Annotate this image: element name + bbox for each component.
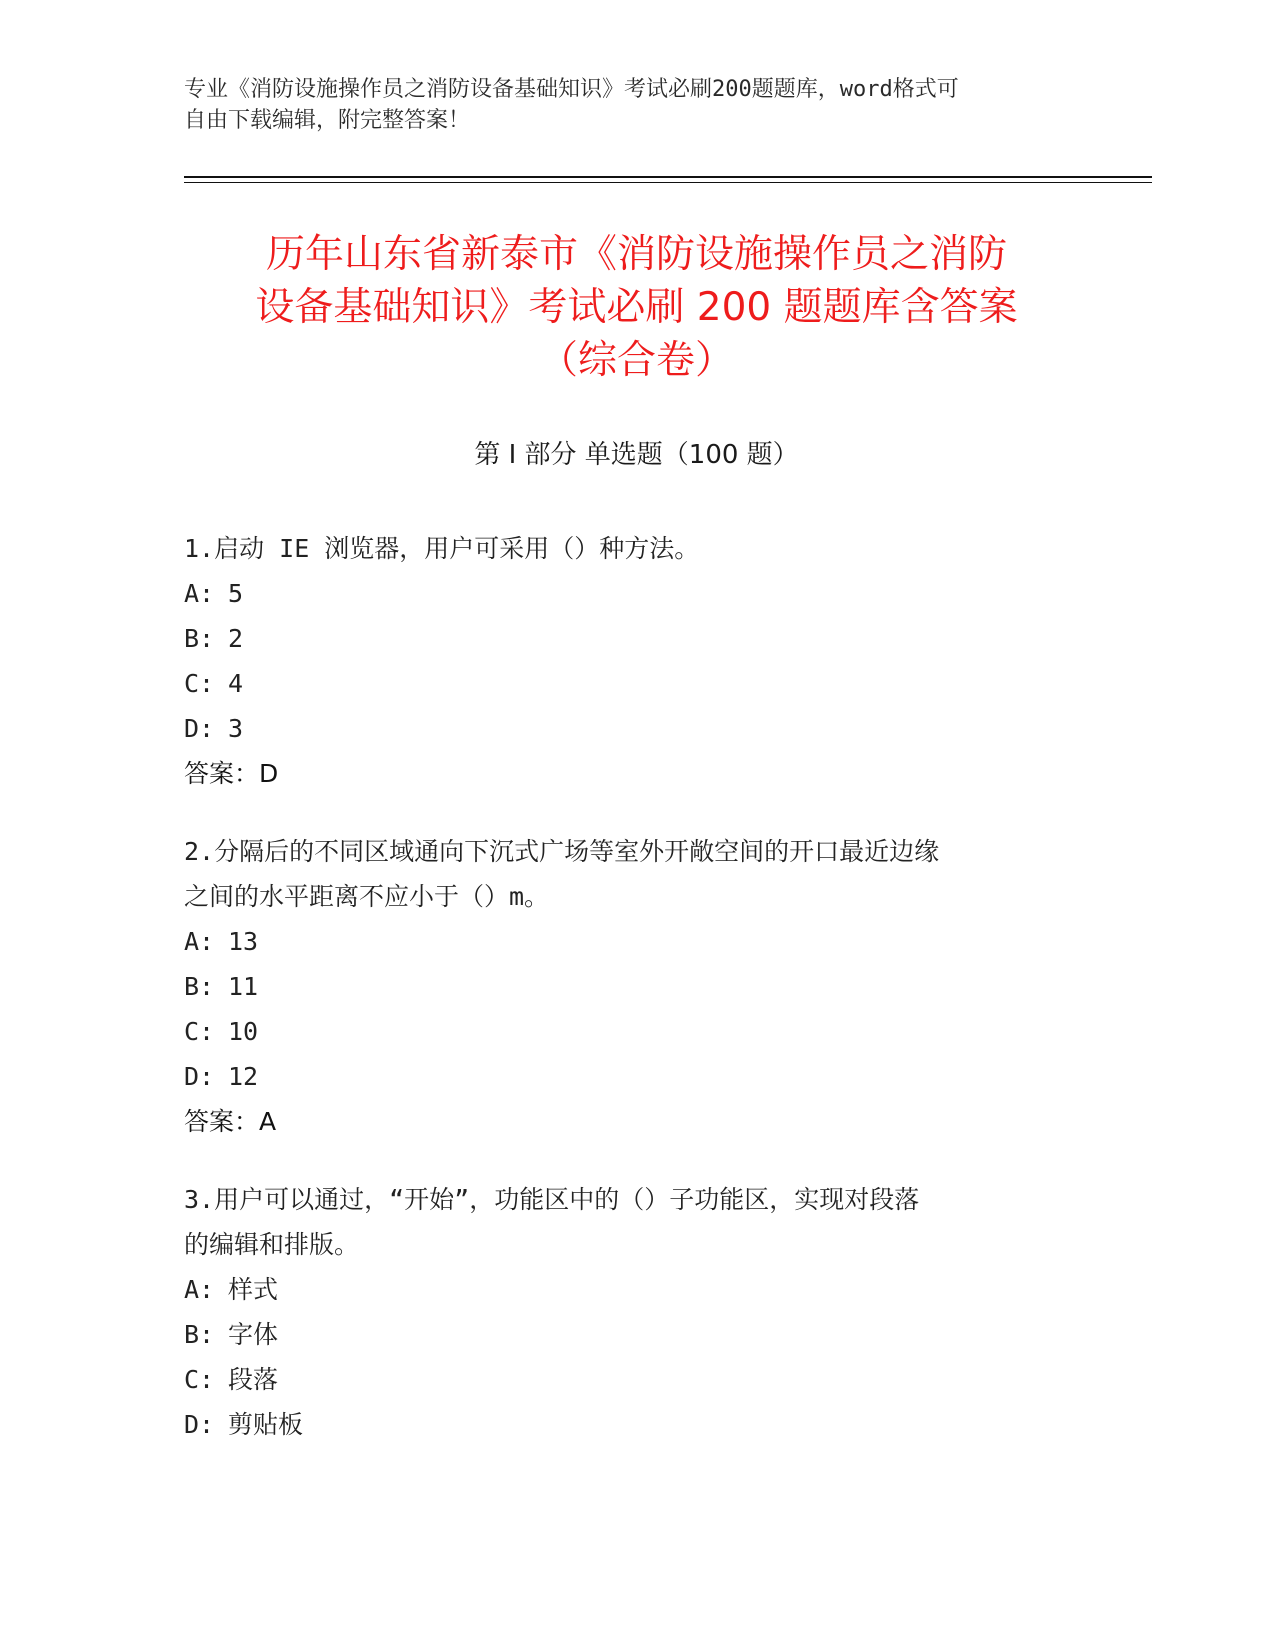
option-text: 字体	[228, 1320, 279, 1349]
option-letter: B:	[184, 972, 215, 1001]
answer-option	[184, 1357, 1064, 1402]
question-stem: 1.启动 IE 浏览器，用户可采用（）种方法。	[184, 534, 700, 563]
option-text: 11	[228, 972, 259, 1001]
option-letter: D:	[184, 1410, 215, 1439]
question-stem: 之间的水平距离不应小于（）m。	[184, 882, 550, 911]
answer-option	[184, 1402, 1064, 1447]
question-item	[184, 526, 1064, 796]
question-stem: 2.分隔后的不同区域通向下沉式广场等室外开敞空间的开口最近边缘	[184, 837, 940, 866]
header-note-line: 自由下载编辑，附完整答案！	[184, 108, 471, 133]
header-divider-thick	[184, 176, 1152, 178]
option-letter: C:	[184, 1365, 215, 1394]
answer-option	[184, 571, 1064, 616]
question-stem: 3.用户可以通过，“开始”，功能区中的（）子功能区，实现对段落	[184, 1185, 920, 1214]
option-text: 段落	[228, 1365, 279, 1394]
option-text: 13	[228, 927, 259, 956]
answer-option	[184, 964, 1064, 1009]
answer-option	[184, 1267, 1064, 1312]
answer-option	[184, 1312, 1064, 1357]
option-letter: B:	[184, 1320, 215, 1349]
header-note	[184, 74, 1064, 136]
option-letter: A:	[184, 927, 215, 956]
option-text: 10	[228, 1017, 259, 1046]
answer-option	[184, 1009, 1064, 1054]
document-title-line: 设备基础知识》考试必刷 200 题题库含答案	[255, 285, 1018, 330]
option-letter: C:	[184, 669, 215, 698]
answer-key: 答案：D	[184, 759, 279, 788]
question-list	[184, 526, 1064, 1480]
option-text: 2	[228, 624, 244, 653]
question-stem: 的编辑和排版。	[184, 1230, 360, 1259]
answer-option	[184, 661, 1064, 706]
option-letter: D:	[184, 1062, 215, 1091]
header-divider-thin	[184, 182, 1152, 183]
option-text: 5	[228, 579, 244, 608]
document-title-line: （综合卷）	[538, 338, 734, 383]
header-note-line: 专业《消防设施操作员之消防设备基础知识》考试必刷200题题库，word格式可	[184, 77, 959, 102]
option-text: 样式	[228, 1275, 279, 1304]
question-item	[184, 829, 1064, 1144]
question-item	[184, 1177, 1064, 1447]
option-text: 12	[228, 1062, 259, 1091]
option-text: 3	[228, 714, 244, 743]
section-heading: 第 I 部分 单选题（100 题）	[474, 440, 799, 470]
option-text: 4	[228, 669, 244, 698]
option-letter: B:	[184, 624, 215, 653]
option-letter: D:	[184, 714, 215, 743]
answer-option	[184, 919, 1064, 964]
answer-option	[184, 616, 1064, 661]
option-letter: A:	[184, 1275, 215, 1304]
option-letter: C:	[184, 1017, 215, 1046]
option-text: 剪贴板	[228, 1410, 304, 1439]
answer-key: 答案：A	[184, 1107, 277, 1136]
option-letter: A:	[184, 579, 215, 608]
document-title-line: 历年山东省新泰市《消防设施操作员之消防	[265, 232, 1007, 277]
answer-option	[184, 706, 1064, 751]
document-title	[184, 228, 1089, 387]
answer-option	[184, 1054, 1064, 1099]
